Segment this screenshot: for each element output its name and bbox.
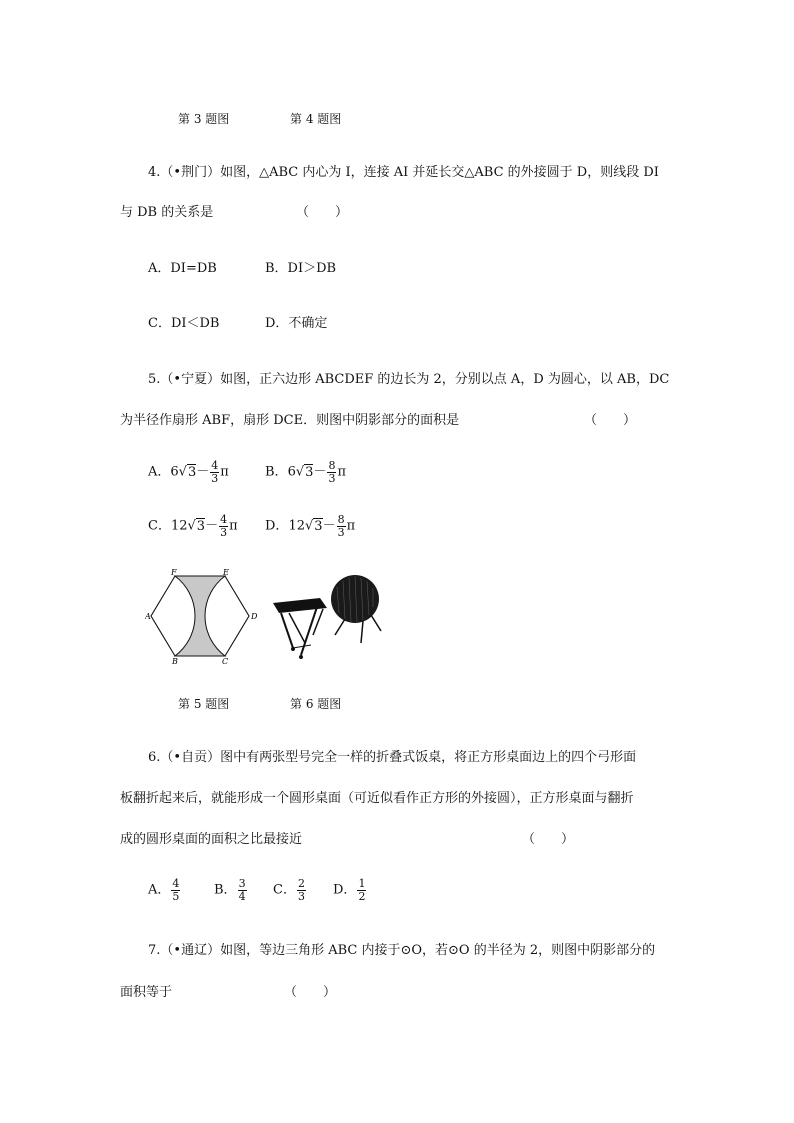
q6-line3: 成的圆形桌面的面积之比最接近: [120, 832, 303, 847]
q4-option-a: A．DI=DB: [148, 261, 217, 276]
q6-line1: 6.（•自贡）图中有两张型号完全一样的折叠式饭桌，将正方形桌面边上的四个弓形面: [148, 750, 637, 765]
q7-line2: 面积等于: [120, 985, 173, 1000]
q6-option-a: A． $\frac{4}{5}$: [148, 877, 180, 903]
shaded-region: [175, 576, 225, 656]
q4-option-d: D．不确定: [265, 316, 328, 331]
caption-fig3: 第 3 题图: [178, 112, 230, 126]
q5-option-c: C．12√3－ $\frac{4}{3}$ π: [148, 513, 238, 539]
label-a: A: [145, 612, 151, 621]
q5-line1: 5.（•宁夏）如图，正六边形 ABCDEF 的边长为 2，分别以点 A，D 为圆心，以 AB，DC: [148, 372, 670, 387]
label-b: B: [172, 657, 178, 666]
q7-line1: 7.（•通辽）如图，等边三角形 ABC 内接于⊙O，若⊙O 的半径为 2，则图中阴影部分的: [148, 943, 656, 958]
q6-option-c: C． $\frac{2}{3}$: [273, 877, 305, 903]
q4-line1: 4.（•荆门）如图，△ABC 内心为 I，连接 AI 并延长交△ABC 的外接圆于 D，则线段 DI: [148, 165, 659, 180]
label-d: D: [251, 612, 258, 621]
q4-option-b: B．DI＞DB: [265, 261, 337, 276]
q5-option-d: D．12√3－ $\frac{8}{3}$ π: [265, 513, 356, 539]
label-f: F: [171, 568, 177, 577]
q5-option-a: A．6√3－ $\frac{4}{3}$ π: [148, 459, 229, 485]
caption-fig5: 第 5 题图: [178, 697, 230, 711]
q5-answer-paren: （ ）: [584, 413, 637, 428]
q7-answer-paren: （ ）: [284, 985, 337, 1000]
q6-option-b: B． $\frac{3}{4}$: [214, 877, 246, 903]
caption-fig6: 第 6 题图: [290, 697, 342, 711]
label-c: C: [222, 657, 229, 666]
q5-option-b: B．6√3－ $\frac{8}{3}$ π: [265, 459, 346, 485]
q4-option-c: C．DI＜DB: [148, 316, 220, 331]
q5-line2: 为半径作扇形 ABF，扇形 DCE．则图中阴影部分的面积是: [120, 413, 460, 428]
q4-answer-paren: （ ）: [296, 205, 349, 220]
label-e: E: [223, 568, 229, 577]
hexagon-figure: [145, 566, 260, 666]
q6-option-d: D． $\frac{1}{2}$: [333, 877, 366, 903]
q6-line2: 板翻折起来后，就能形成一个圆形桌面（可近似看作正方形的外接圆），正方形桌面与翻折: [120, 791, 634, 806]
folding-tables-image: [265, 573, 390, 663]
q4-line2: 与 DB 的关系是: [120, 205, 214, 220]
q6-answer-paren: （ ）: [522, 832, 575, 847]
caption-fig4: 第 4 题图: [290, 112, 342, 126]
